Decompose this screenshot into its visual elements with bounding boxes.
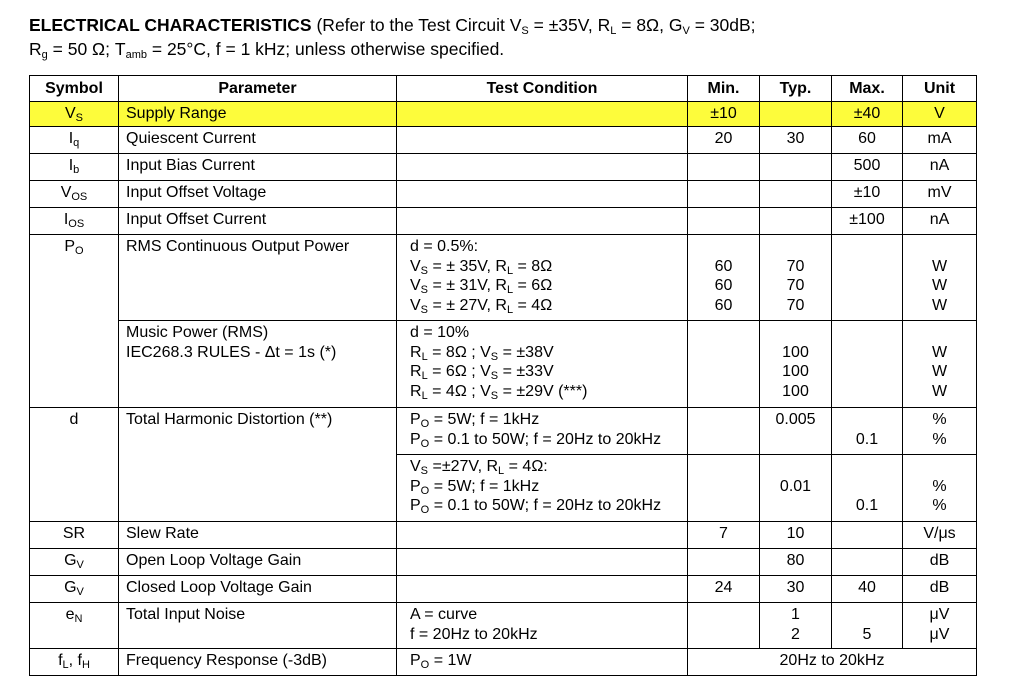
cell-max: 60	[832, 127, 903, 154]
cell-condition	[397, 127, 688, 154]
condition-line: d = 0.5%:	[410, 238, 479, 255]
symbol-text: G	[64, 579, 77, 596]
cell-unit: nA	[903, 208, 977, 235]
cell-condition	[397, 408, 688, 455]
cond-part: P	[410, 430, 421, 448]
cond-part: P	[410, 652, 421, 669]
cond-rg-sub: g	[41, 49, 48, 61]
symbol-sub: O	[75, 245, 84, 257]
value: 0.1	[855, 430, 879, 448]
col-symbol: Symbol	[30, 76, 119, 102]
cond-part: = 6Ω	[517, 277, 553, 294]
cond-rl-val: = 8Ω,	[621, 15, 664, 35]
value: %	[932, 430, 947, 448]
cond-part: P	[410, 497, 421, 514]
cell-parameter: Total Harmonic Distortion (**)	[119, 408, 397, 522]
cond-tamb: T	[114, 39, 126, 59]
symbol-sub: V	[76, 559, 84, 571]
cell-parameter: Input Offset Voltage	[119, 181, 397, 208]
cell-condition	[397, 208, 688, 235]
value: W	[931, 257, 948, 275]
value: 100	[782, 363, 809, 380]
cond-part: R	[410, 382, 422, 400]
value: 0.1	[855, 497, 879, 514]
cond-sub: L	[421, 389, 428, 402]
cond-part: P	[410, 477, 421, 495]
cell-typ: 10	[760, 522, 832, 549]
condition-line	[410, 257, 687, 277]
cell-typ	[760, 181, 832, 208]
cell-condition	[397, 549, 688, 576]
cond-sub: O	[420, 659, 430, 671]
cond-part: = 8Ω ; V	[432, 343, 491, 361]
cond-sub: S	[490, 350, 499, 363]
table-row-closed-loop-gain	[30, 576, 977, 603]
cell-min	[688, 321, 760, 408]
value: W	[931, 277, 948, 294]
cond-part: = 5W; f = 1kHz	[433, 411, 540, 428]
cell-condition	[397, 576, 688, 603]
cond-gv: G	[668, 15, 683, 35]
cell-typ	[760, 408, 832, 455]
cell-condition	[397, 649, 688, 676]
condition-line	[410, 296, 687, 316]
cell-condition	[397, 522, 688, 549]
symbol-sub: q	[73, 137, 80, 149]
cell-min: 7	[688, 522, 760, 549]
cell-min	[688, 181, 760, 208]
cell-parameter: Total Input Noise	[119, 603, 397, 649]
condition-line	[410, 477, 687, 497]
condition-line: d = 10%	[410, 324, 470, 341]
symbol-sub: S	[75, 112, 83, 124]
value: W	[931, 382, 948, 400]
cell-typ: 80	[760, 549, 832, 576]
cell-typ: 30	[760, 576, 832, 603]
cond-sub: L	[421, 350, 428, 363]
cell-typ	[760, 603, 832, 649]
condition-line	[410, 382, 687, 402]
symbol-sub: N	[74, 613, 83, 625]
value: μV	[929, 606, 950, 623]
cell-unit: nA	[903, 154, 977, 181]
table-row-frequency-response	[30, 649, 977, 676]
heading-line-1	[29, 15, 756, 36]
table-row-input-offset-voltage	[30, 181, 977, 208]
table-header-row	[30, 76, 977, 102]
cond-part: =±27V, R	[432, 458, 499, 475]
cell-unit	[903, 321, 977, 408]
cell-parameter: Slew Rate	[119, 522, 397, 549]
cell-min: 24	[688, 576, 760, 603]
cell-min	[688, 154, 760, 181]
cond-sub: S	[420, 264, 429, 277]
condition-line	[410, 457, 687, 477]
cell-typ	[760, 208, 832, 235]
cond-sub: O	[420, 484, 430, 497]
heading-title: ELECTRICAL CHARACTERISTICS	[29, 15, 312, 35]
symbol-text: I	[63, 211, 69, 228]
cell-parameter: Open Loop Voltage Gain	[119, 549, 397, 576]
cell-unit: mV	[903, 181, 977, 208]
col-typ: Typ.	[760, 76, 832, 102]
cond-sub: S	[490, 370, 499, 382]
col-parameter: Parameter	[119, 76, 397, 102]
symbol-sub: H	[81, 659, 90, 671]
cond-part: = ± 31V, R	[432, 277, 507, 294]
symbol-text: , f	[68, 652, 82, 669]
cond-part: = 5W; f = 1kHz	[433, 477, 540, 495]
table-row-supply-range	[30, 102, 977, 127]
cond-sub: O	[420, 437, 430, 450]
cell-max	[832, 321, 903, 408]
value: W	[931, 363, 948, 380]
cond-rl-sub: L	[610, 25, 617, 37]
value: 0.005	[775, 411, 816, 428]
value: %	[932, 411, 947, 428]
table-row-slew-rate	[30, 522, 977, 549]
cond-gv-sub: V	[682, 25, 690, 37]
cond-sub: S	[490, 389, 499, 402]
heading-prefix: (Refer to the Test Circuit	[316, 15, 505, 35]
cond-gv-val: = 30dB;	[694, 15, 756, 35]
cell-symbol	[30, 549, 119, 576]
cell-unit: V	[903, 102, 977, 127]
cell-symbol	[30, 181, 119, 208]
cond-tamb-val: = 25°C, f = 1 kHz; unless otherwise specified.	[151, 39, 505, 59]
condition-line	[410, 430, 687, 450]
cond-part: P	[410, 411, 421, 428]
cell-parameter: Supply Range	[119, 102, 397, 127]
cell-typ	[760, 455, 832, 522]
cell-typ	[760, 102, 832, 127]
cell-unit: dB	[903, 576, 977, 603]
cond-rg-val: = 50 Ω;	[52, 39, 110, 59]
value: %	[932, 497, 947, 514]
cell-max	[832, 455, 903, 522]
cell-symbol	[30, 603, 119, 649]
condition-line	[410, 343, 687, 363]
condition-line: f = 20Hz to 20kHz	[410, 625, 538, 643]
cell-condition	[397, 154, 688, 181]
symbol-sub: L	[62, 659, 69, 671]
cond-sub: O	[420, 504, 430, 516]
cell-parameter: Input Offset Current	[119, 208, 397, 235]
cell-min: ±10	[688, 102, 760, 127]
symbol-sub: OS	[68, 218, 85, 230]
cell-max: ±100	[832, 208, 903, 235]
table-row-open-loop-gain	[30, 549, 977, 576]
cell-symbol	[30, 154, 119, 181]
col-test-condition: Test Condition	[397, 76, 688, 102]
table-row-music-power	[30, 321, 977, 408]
cond-sub: L	[506, 284, 514, 296]
cell-min	[688, 603, 760, 649]
condition-line	[410, 496, 687, 516]
cond-rg: R	[29, 39, 42, 59]
cell-max	[832, 408, 903, 455]
cell-min	[688, 408, 760, 455]
value: %	[932, 477, 947, 495]
cond-part: = 0.1 to 50W; f = 20Hz to 20kHz	[433, 430, 662, 448]
cell-unit	[903, 455, 977, 522]
table-row-quiescent-current	[30, 127, 977, 154]
cell-max	[832, 549, 903, 576]
cell-condition	[397, 321, 688, 408]
value: 100	[782, 343, 809, 361]
symbol-sub: OS	[71, 191, 88, 203]
cell-typ	[760, 235, 832, 321]
cell-max	[832, 522, 903, 549]
symbol-text: f	[58, 652, 63, 669]
value: μV	[929, 625, 950, 643]
cond-tamb-sub: amb	[125, 49, 147, 61]
cond-part: R	[410, 343, 422, 361]
cell-max	[832, 603, 903, 649]
condition-line	[410, 362, 687, 382]
table-row-input-offset-current	[30, 208, 977, 235]
cell-symbol	[30, 127, 119, 154]
condition-line	[410, 276, 687, 296]
cond-sub: L	[421, 370, 428, 382]
cond-part: = ±38V	[502, 343, 554, 361]
value: 2	[791, 625, 800, 643]
cond-part: = 4Ω:	[508, 458, 548, 475]
cond-sub: S	[420, 303, 429, 316]
heading-line-2	[29, 39, 504, 60]
value: 60	[714, 257, 733, 275]
symbol-sub: b	[73, 164, 80, 176]
cond-part: V	[410, 296, 421, 314]
cell-symbol	[30, 576, 119, 603]
value: 5	[862, 625, 872, 643]
cond-vs-val: = ±35V,	[533, 15, 593, 35]
cell-max: 40	[832, 576, 903, 603]
cell-unit	[903, 603, 977, 649]
cond-sub: L	[506, 303, 514, 316]
cond-sub: L	[498, 465, 505, 477]
cell-max	[832, 235, 903, 321]
cell-parameter: RMS Continuous Output Power	[119, 235, 397, 321]
cell-condition	[397, 603, 688, 649]
cell-unit: V/μs	[903, 522, 977, 549]
cell-min	[688, 455, 760, 522]
table-row-rms-output-power	[30, 235, 977, 321]
cell-typ	[760, 154, 832, 181]
condition-line: A = curve	[410, 606, 478, 623]
cell-parameter: Closed Loop Voltage Gain	[119, 576, 397, 603]
value: 70	[786, 296, 805, 314]
cell-parameter: Input Bias Current	[119, 154, 397, 181]
cell-unit	[903, 235, 977, 321]
cell-typ: 30	[760, 127, 832, 154]
cond-part: = ±33V	[502, 363, 554, 380]
cond-sub: S	[420, 465, 429, 477]
value: 70	[786, 277, 805, 294]
cond-sub: S	[420, 284, 429, 296]
cell-symbol	[30, 102, 119, 127]
cond-part: = ± 35V, R	[432, 257, 507, 275]
cond-part: V	[410, 257, 421, 275]
cell-symbol: SR	[30, 522, 119, 549]
cond-rl: R	[597, 15, 611, 35]
cell-max: 500	[832, 154, 903, 181]
cell-max: ±10	[832, 181, 903, 208]
param-line: Music Power (RMS)	[126, 324, 269, 341]
symbol-text: V	[64, 105, 76, 122]
cell-min: 20	[688, 127, 760, 154]
cond-part: = ± 27V, R	[432, 296, 507, 314]
cell-unit: mA	[903, 127, 977, 154]
cond-part: V	[410, 458, 421, 475]
cond-part: R	[410, 363, 422, 380]
cell-condition	[397, 455, 688, 522]
symbol-text: I	[68, 157, 74, 174]
cond-part: = 4Ω	[517, 296, 553, 314]
cond-part: V	[410, 277, 421, 294]
electrical-characteristics-table	[29, 75, 977, 676]
cell-unit	[903, 408, 977, 455]
cond-part: = 0.1 to 50W; f = 20Hz to 20kHz	[433, 497, 662, 514]
cond-part: = 1W	[433, 652, 472, 669]
cell-condition	[397, 235, 688, 321]
cond-part: = 4Ω ; V	[432, 382, 491, 400]
cell-symbol	[30, 208, 119, 235]
cell-range: 20Hz to 20kHz	[688, 649, 977, 676]
cond-part: = 6Ω ; V	[432, 363, 491, 380]
cell-parameter: Frequency Response (-3dB)	[119, 649, 397, 676]
symbol-text: V	[60, 184, 72, 201]
cell-typ	[760, 321, 832, 408]
cond-vs: V	[509, 15, 522, 35]
cell-condition	[397, 181, 688, 208]
value: W	[931, 343, 948, 361]
cell-max: ±40	[832, 102, 903, 127]
value: 60	[714, 277, 733, 294]
cond-vs-sub: S	[521, 25, 529, 37]
value: 0.01	[779, 477, 812, 495]
param-line: IEC268.3 RULES - Δt = 1s (*)	[126, 343, 337, 361]
cond-sub: O	[420, 418, 430, 430]
cell-symbol	[30, 649, 119, 676]
symbol-text: I	[68, 130, 74, 147]
value: 70	[786, 257, 805, 275]
table-row-input-bias-current	[30, 154, 977, 181]
value: 60	[714, 296, 733, 314]
col-min: Min.	[688, 76, 760, 102]
cell-condition	[397, 102, 688, 127]
table-row-total-harmonic-distortion	[30, 408, 977, 455]
cell-symbol: d	[30, 408, 119, 522]
cond-part: = 8Ω	[517, 257, 553, 275]
symbol-text: e	[65, 606, 75, 623]
cell-symbol	[30, 235, 119, 408]
condition-line	[410, 410, 687, 430]
cell-unit: dB	[903, 549, 977, 576]
cell-parameter	[119, 321, 397, 408]
value: 100	[782, 382, 809, 400]
symbol-text: P	[64, 238, 76, 255]
value: W	[931, 296, 948, 314]
symbol-text: G	[64, 552, 77, 569]
table-row-total-input-noise	[30, 603, 977, 649]
col-unit: Unit	[903, 76, 977, 102]
col-max: Max.	[832, 76, 903, 102]
cell-min	[688, 235, 760, 321]
cond-sub: L	[506, 264, 514, 277]
cell-min	[688, 549, 760, 576]
symbol-sub: V	[76, 586, 84, 598]
cell-parameter: Quiescent Current	[119, 127, 397, 154]
value: 1	[791, 606, 800, 623]
cell-min	[688, 208, 760, 235]
cond-part: = ±29V (***)	[502, 382, 588, 400]
